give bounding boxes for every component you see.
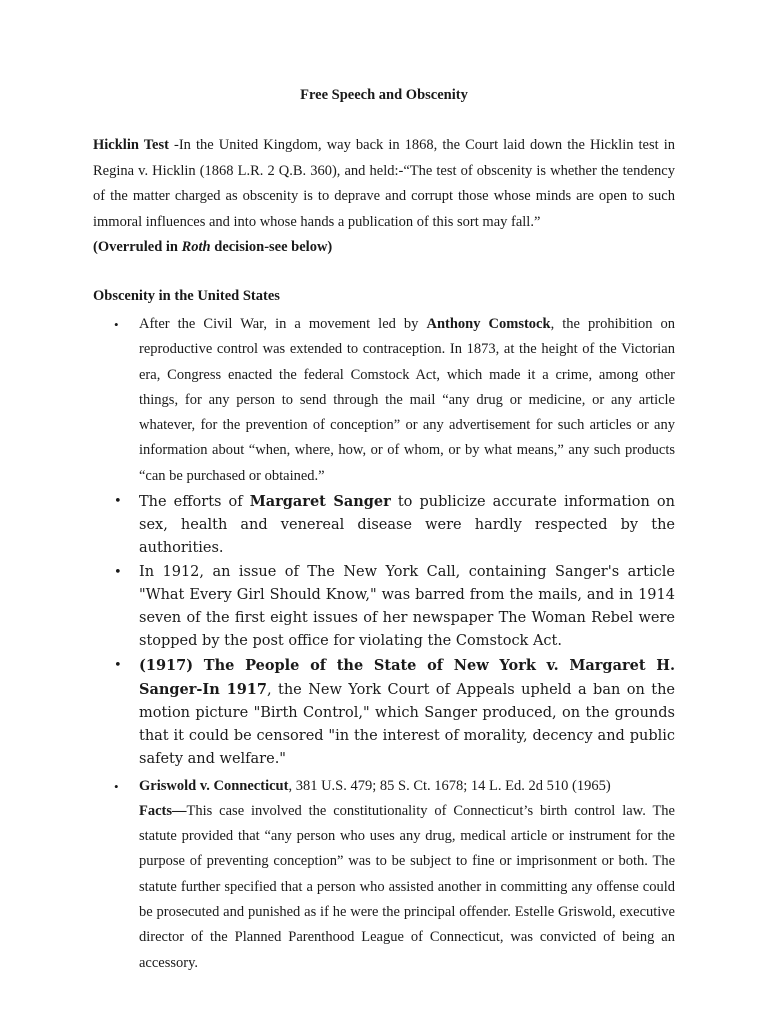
bullet-text: After the Civil War, in a movement led by <box>139 316 427 332</box>
bullet-griswold <box>93 774 675 976</box>
bullet-dot: • <box>114 317 119 332</box>
bullet-dot: • <box>114 657 122 673</box>
us-obscenity-heading: Obscenity in the United States <box>93 288 280 304</box>
bullet-text: to publicize accurate information on sex, health and venereal disease were hardly respected by the authorities. <box>139 494 675 557</box>
overruled-note <box>93 239 332 255</box>
hicklin-paragraph <box>93 133 675 261</box>
sanger-name: Margaret Sanger <box>249 493 391 511</box>
bullet-text: In 1912, an issue of The New York Call, containing Sanger's article "What Every Girl Should Know," was barred from the mails, and in 1914 seven of the first eight issues of her newspaper The Woman Rebel were stopped by the post office for violating the Comstock Act. <box>139 563 675 650</box>
bullet-sanger-efforts <box>93 490 675 561</box>
comstock-name: Anthony Comstock <box>426 316 551 332</box>
hicklin-label: Hicklin Test <box>93 137 169 153</box>
bullet-comstock <box>93 312 675 489</box>
bullet-text: The efforts of <box>139 494 250 511</box>
hicklin-text: -In the United Kingdom, way back in 1868, the Court laid down the Hicklin test in Regina v. Hicklin (1868 L.R. 2 Q.B. 360), and held:-“The test of obscenity is whether the tendency of the matter charged as obscenity is to deprave and corrupt those whose minds are open to such immoral influences and into whose hands a publication of this sort may fall.” <box>93 137 675 230</box>
bullet-people-v-sanger <box>93 654 675 772</box>
bullet-text: , the New York Court of Appeals upheld a ban on the motion picture "Birth Control," which Sanger produced, on the grounds that it could be censored "in the interest of morality, decency and public safety and welfare." <box>139 681 675 768</box>
overruled-case: Roth <box>181 239 211 255</box>
people-v-sanger-case: (1917) The People of the State of New York v. Margaret H. Sanger-In 1917 <box>139 656 675 698</box>
bullet-dot: • <box>114 564 122 580</box>
bullet-new-york-call <box>93 561 675 654</box>
document-title: Free Speech and Obscenity <box>300 87 468 103</box>
griswold-case-name: Griswold v. Connecticut <box>139 777 289 794</box>
griswold-citation: , 381 U.S. 479; 85 S. Ct. 1678; 14 L. Ed. 2d 510 (1965) <box>288 777 611 794</box>
bullet-text: , the prohibition on reproductive control was extended to contraception. In 1873, at the height of the Victorian era, Congress enacted the federal Comstock Act, which made it a crime, among other things, for any person to send through the mail “any drug or medicine, or any article whatever, for the prevention of conception” or any advertisement for such articles or any information about “when, where, how, or of whom, or by what means,” any such products “can be purchased or obtained.” <box>139 316 675 484</box>
overruled-suffix: decision-see below) <box>210 239 333 255</box>
facts-text: This case involved the constitutionality of Connecticut’s birth control law. The statute provided that “any person who uses any drug, medical article or instrument for the purpose of preventing conception” was to be subject to fine or imprisonment or both. The statute further specified that a person who assisted another in committing any offense could be prosecuted and punished as if he were the principal offender. Estelle Griswold, executive director of the Planned Parenthood League of Connecticut, was convicted of being an accessory. <box>139 802 675 971</box>
bullet-dot: • <box>114 778 119 794</box>
bullet-list <box>93 312 675 976</box>
facts-label: Facts— <box>139 802 187 819</box>
overruled-prefix: (Overruled in <box>93 239 182 255</box>
bullet-dot: • <box>114 494 122 510</box>
